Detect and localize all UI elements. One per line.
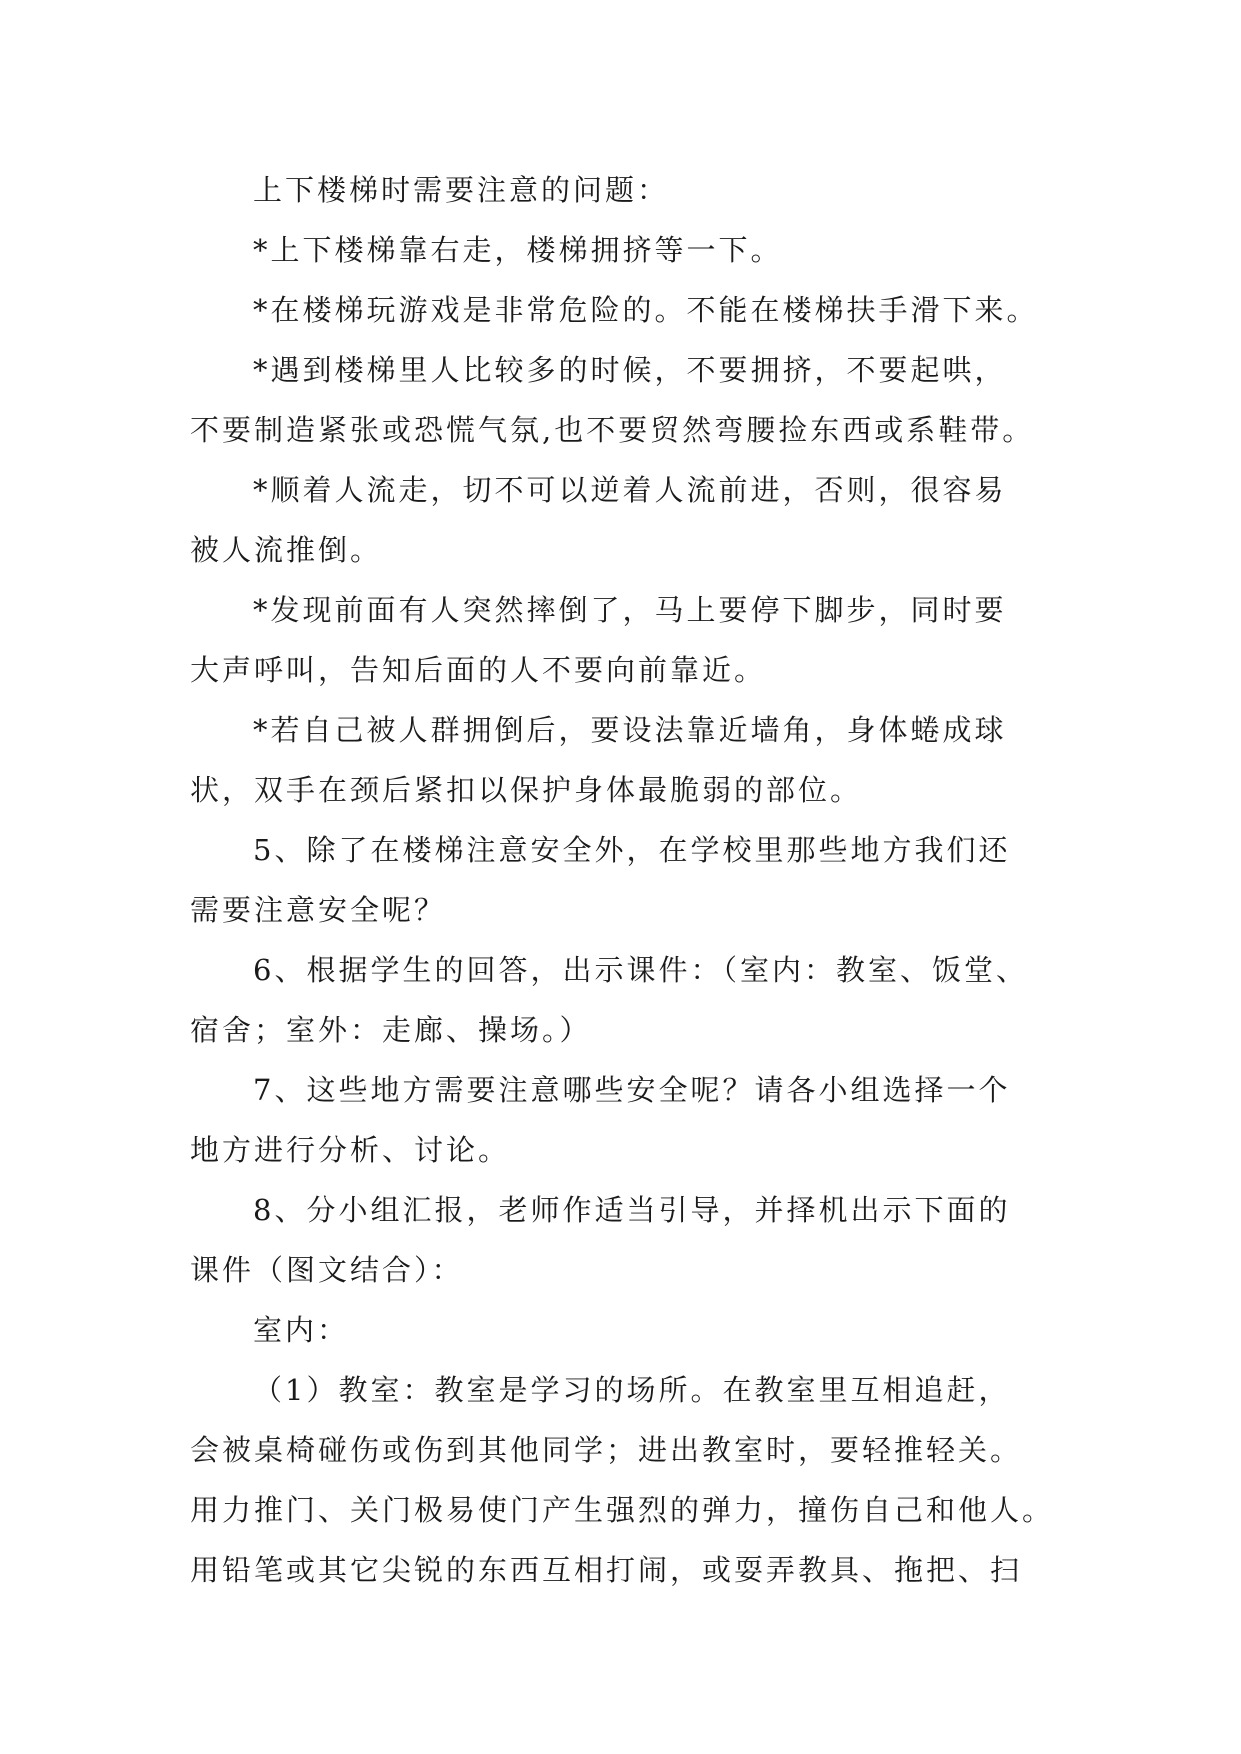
text-line: 室内：: [253, 1313, 350, 1347]
text-line: 状，双手在颈后紧扣以保护身体最脆弱的部位。: [190, 773, 863, 807]
text-line: *顺着人流走，切不可以逆着人流前进，否则，很容易: [253, 473, 1007, 507]
text-line: 会被桌椅碰伤或伤到其他同学；进出教室时，要轻推轻关。: [190, 1433, 1023, 1467]
text-line: *遇到楼梯里人比较多的时候，不要拥挤，不要起哄，: [253, 353, 1007, 387]
text-line: 大声呼叫，告知后面的人不要向前靠近。: [190, 653, 767, 687]
text-line: 用铅笔或其它尖锐的东西互相打闹，或耍弄教具、拖把、扫: [190, 1553, 1023, 1587]
text-line: 5、除了在楼梯注意安全外，在学校里那些地方我们还: [253, 833, 1011, 867]
text-line: *若自己被人群拥倒后，要设法靠近墙角，身体蜷成球: [253, 713, 1007, 747]
text-line: *在楼梯玩游戏是非常危险的。不能在楼梯扶手滑下来。: [253, 293, 1039, 327]
text-line: 宿舍；室外：走廊、操场。）: [190, 1013, 592, 1047]
text-line: 7、这些地方需要注意哪些安全呢？请各小组选择一个: [253, 1073, 1011, 1107]
text-line: *上下楼梯靠右走，楼梯拥挤等一下。: [253, 233, 783, 267]
text-line: 用力推门、关门极易使门产生强烈的弹力，撞伤自己和他人。: [190, 1493, 1055, 1527]
text-line: 需要注意安全呢？: [190, 893, 447, 927]
text-line: 被人流推倒。: [190, 533, 383, 567]
text-line: 课件（图文结合）：: [190, 1253, 464, 1287]
text-line: 不要制造紧张或恐慌气氛,也不要贸然弯腰捡东西或系鞋带。: [190, 413, 1035, 447]
text-line: 8、分小组汇报，老师作适当引导，并择机出示下面的: [253, 1193, 1011, 1227]
document-body: [190, 160, 1060, 1600]
text-line: 6、根据学生的回答，出示课件：（室内：教室、饭堂、: [253, 953, 1028, 987]
text-line: 地方进行分析、讨论。: [190, 1133, 511, 1167]
text-line: *发现前面有人突然摔倒了，马上要停下脚步，同时要: [253, 593, 1007, 627]
text-line: 上下楼梯时需要注意的问题：: [253, 173, 670, 207]
text-line: （1）教室：教室是学习的场所。在教室里互相追赶，: [253, 1373, 1011, 1407]
